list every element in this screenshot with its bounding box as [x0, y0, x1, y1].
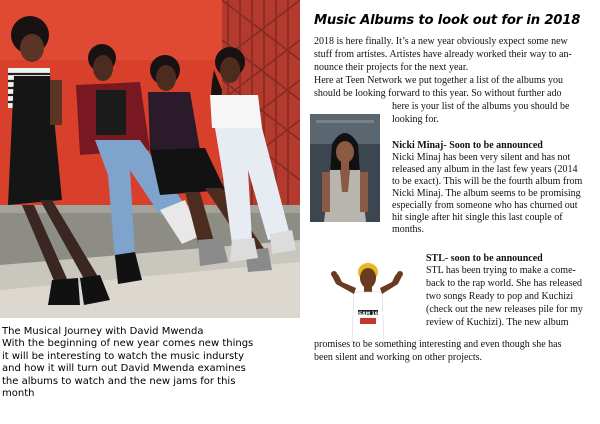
- stl-line: back to the rap world. She has released: [426, 278, 583, 289]
- stl-photo: [326, 256, 408, 342]
- nicki-heading: Nicki Minaj- Soon to be announced: [392, 140, 543, 151]
- intro-line: stuff from artistes. Artistes have already worked their way to an-: [314, 49, 572, 60]
- stl-line: promises to be something interesting and even though she has: [314, 339, 562, 350]
- caption-line: it will be interesting to watch the music indursty: [2, 350, 245, 362]
- shirt-print: DREAM 1964: [351, 312, 385, 317]
- intro-line: nounce their projects for the next year.: [314, 62, 469, 73]
- nicki-line: months.: [392, 224, 424, 235]
- intro-line: looking for.: [392, 114, 439, 125]
- caption-line: month: [2, 388, 35, 400]
- article-title: Music Albums to look out for in 2018: [314, 13, 581, 28]
- stl-line: been silent and working on other projects.: [314, 352, 483, 363]
- nicki-line: Nicki Minaj. The album seems to be promising: [392, 188, 581, 199]
- intro-line: 2018 is here finally. It’s a new year obviously expect some new: [314, 36, 568, 47]
- caption-line: The Musical Journey with David Mwenda: [2, 326, 204, 337]
- stl-line: two songs Ready to pop and Kuchizi: [426, 291, 574, 302]
- caption-line: and how it will turn out David Mwenda examines: [2, 363, 246, 375]
- group-photo: [0, 0, 300, 318]
- stl-line: review of Kuchizi). The new album: [426, 317, 569, 328]
- nicki-line: Nicki Minaj has been very silent and has not: [392, 152, 571, 163]
- intro-line: here is your list of the albums you should be: [392, 101, 570, 112]
- nicki-minaj-photo: [310, 114, 380, 222]
- nicki-line: to be exact). This will be the fourth album from: [392, 176, 583, 187]
- nicki-line: released any album in the last few years (2014: [392, 164, 578, 175]
- caption-line: With the beginning of new year comes new things: [2, 338, 254, 350]
- stl-heading: STL- soon to be announced: [426, 253, 543, 264]
- intro-line: should be looking forward to this year. So without further ado: [314, 88, 562, 99]
- stl-line: (check out the new releases pile for my: [426, 304, 583, 315]
- intro-line: Here at Teen Network we put together a list of the albums you: [314, 75, 564, 86]
- article: [308, 0, 600, 424]
- stl-line: STL has been trying to make a come-: [426, 265, 576, 276]
- nicki-line: especially from someone who has churned out: [392, 200, 578, 211]
- nicki-line: hit single after hit single this last couple of: [392, 212, 563, 223]
- caption-line: the albums to watch and the new jams for this: [2, 375, 236, 387]
- photo-caption: [2, 326, 298, 400]
